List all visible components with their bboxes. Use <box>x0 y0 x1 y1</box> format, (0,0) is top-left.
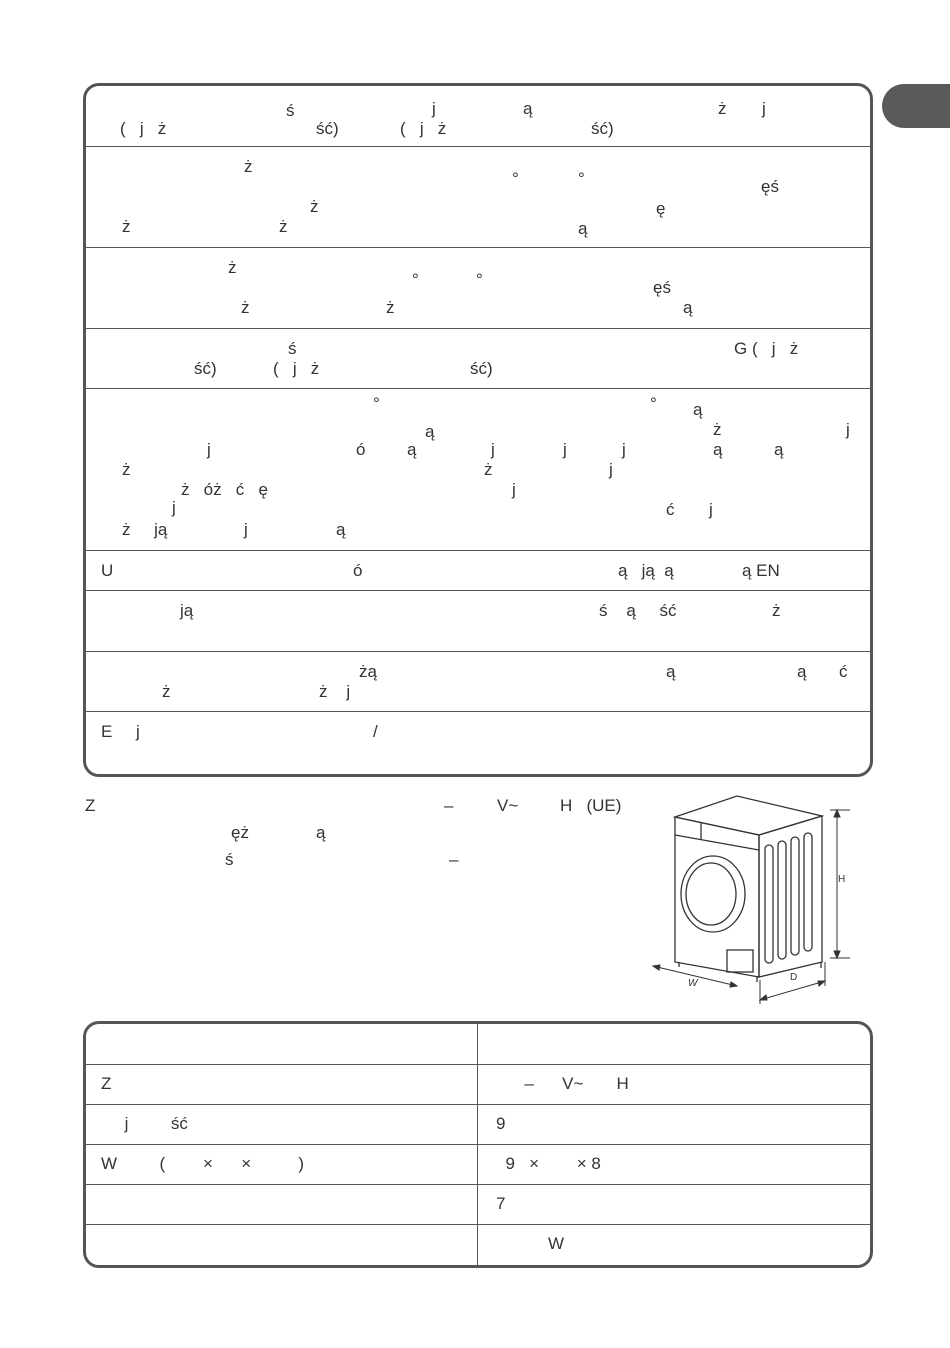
info-row <box>86 590 870 652</box>
info-text: ż <box>241 298 250 317</box>
info-text: ją <box>180 601 194 620</box>
info-text: ś ą ść <box>599 601 677 620</box>
info-text: ą <box>683 298 693 317</box>
info-text: ś <box>286 101 295 120</box>
info-row <box>86 711 870 775</box>
info-text: ż <box>386 298 395 317</box>
spec-row <box>86 1144 870 1185</box>
info-text: ą <box>407 440 417 459</box>
spec-label: Z <box>101 1074 112 1093</box>
info-text: ą <box>425 422 435 441</box>
intro-line: H (UE) <box>560 796 622 815</box>
info-text: ęś <box>761 177 779 196</box>
info-text: ° <box>373 394 380 413</box>
info-text: ( j ż <box>120 119 167 138</box>
info-text: j <box>762 99 766 118</box>
info-text: ść) <box>316 119 339 138</box>
info-text: ą <box>693 400 703 419</box>
info-text: ż <box>713 420 722 439</box>
info-text: j <box>432 99 436 118</box>
info-text: ż <box>279 217 288 236</box>
info-text: ę <box>656 199 666 218</box>
spec-row <box>86 1024 870 1064</box>
info-text: j <box>207 440 211 459</box>
info-text: ż <box>310 197 319 216</box>
spec-value: – V~ H <box>496 1074 629 1093</box>
info-row <box>86 328 870 389</box>
info-text: ć <box>666 500 675 519</box>
info-text: ° <box>578 169 585 188</box>
info-text: j <box>563 440 567 459</box>
info-text: ó <box>353 561 363 580</box>
intro-line: – <box>444 796 454 815</box>
spec-value: W <box>496 1234 564 1253</box>
info-text: ż <box>228 258 237 277</box>
height-label: H <box>838 874 846 885</box>
info-text: j <box>491 440 495 459</box>
info-row <box>86 247 870 329</box>
info-text: ą <box>797 662 807 681</box>
width-label: W <box>688 978 698 989</box>
info-text: ż <box>484 460 493 479</box>
intro-line: ś <box>225 850 234 869</box>
spec-value: 9 × × 8 <box>496 1154 601 1173</box>
info-row <box>86 86 870 146</box>
info-text: ą ją ą <box>618 561 674 580</box>
intro-line: ą <box>316 823 326 842</box>
depth-label: D <box>790 972 798 983</box>
info-row <box>86 388 870 551</box>
spec-label: W ( × × ) <box>101 1154 305 1173</box>
info-text: ęś <box>653 278 671 297</box>
intro-line: Z <box>85 796 96 815</box>
info-text: ść) <box>470 359 493 378</box>
info-row <box>86 550 870 591</box>
info-text: ą <box>713 440 723 459</box>
info-text: ż j <box>319 682 351 701</box>
info-text: ść) <box>591 119 614 138</box>
info-text: j <box>709 500 713 519</box>
info-text: ° <box>476 270 483 289</box>
info-text: ż <box>718 99 727 118</box>
info-text: ą EN <box>742 561 780 580</box>
info-text: ( j ż <box>273 359 320 378</box>
info-text: j <box>846 420 850 439</box>
info-text: ś <box>288 339 297 358</box>
washing-machine-icon <box>645 790 855 1010</box>
info-text: j <box>172 498 176 517</box>
intro-line: – <box>449 850 459 869</box>
info-text: ż ją <box>122 520 168 539</box>
info-text: j <box>244 520 248 539</box>
info-text: ść) <box>194 359 217 378</box>
info-text: ć <box>839 662 848 681</box>
info-text: / <box>373 722 378 741</box>
spec-value: 9 <box>496 1114 506 1133</box>
info-text: ą <box>774 440 784 459</box>
info-text: ą <box>666 662 676 681</box>
spec-row <box>86 1224 870 1265</box>
washing-machine-dimensions-figure <box>645 790 855 1015</box>
info-text: ° <box>650 394 657 413</box>
info-text: ó <box>356 440 366 459</box>
info-text: G ( j ż <box>734 339 799 358</box>
info-row <box>86 651 870 712</box>
info-text: ( j ż <box>400 119 447 138</box>
spec-table <box>83 1021 873 1268</box>
spec-row <box>86 1064 870 1105</box>
info-text: E j <box>101 722 140 741</box>
info-text: ą <box>523 99 533 118</box>
info-text: ż óż ć ę <box>181 480 268 499</box>
info-text: j <box>609 460 613 479</box>
info-text: ą <box>336 520 346 539</box>
info-text: ż <box>162 682 171 701</box>
info-text: żą <box>359 662 377 681</box>
info-text: ż <box>122 217 131 236</box>
info-text: ż <box>244 157 253 176</box>
spec-label: j ść <box>101 1114 188 1133</box>
info-text: ą <box>578 219 588 238</box>
info-text: j <box>622 440 626 459</box>
info-text: ° <box>512 169 519 188</box>
spec-row <box>86 1104 870 1145</box>
section-tab <box>882 84 950 128</box>
spec-value: 7 <box>496 1194 506 1213</box>
info-table <box>83 83 873 777</box>
info-text: U <box>101 561 114 580</box>
info-text: j <box>512 480 516 499</box>
spec-row <box>86 1184 870 1225</box>
intro-line: V~ <box>497 796 519 815</box>
info-text: ż <box>772 601 781 620</box>
info-row <box>86 146 870 248</box>
info-text: ° <box>412 270 419 289</box>
intro-line: ęż <box>231 823 249 842</box>
info-text: ż <box>122 460 131 479</box>
